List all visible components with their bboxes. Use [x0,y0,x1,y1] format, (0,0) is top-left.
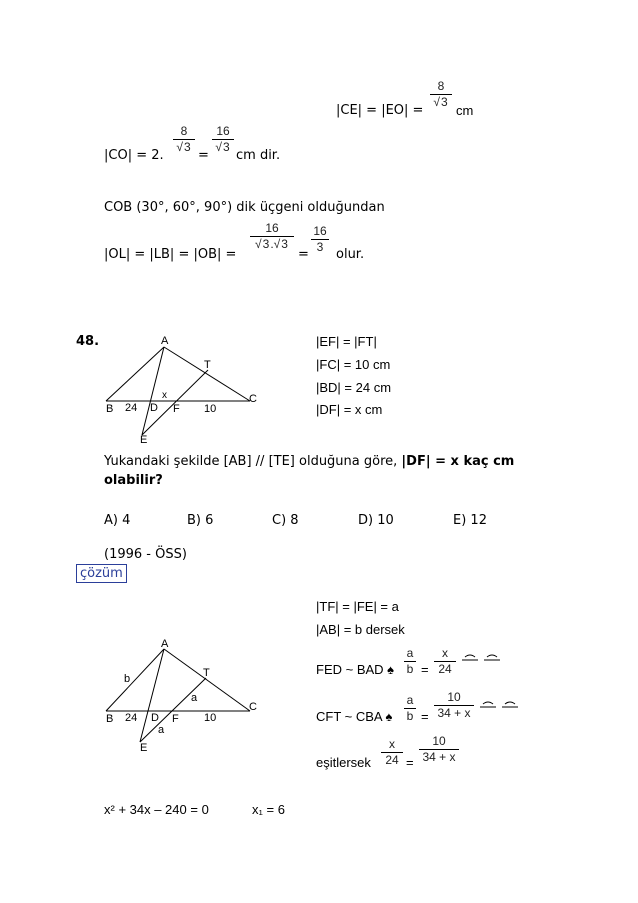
ce-eo-text: |CE| = |EO| = [336,103,424,118]
ol-text: |OL| = |LB| = |OB| = [104,247,237,262]
question-source: (1996 - ÖSS) [104,547,187,562]
fraction-numerator: 16 [216,124,230,138]
fraction-denominator: 3 [222,140,230,154]
esit-fraction-2 [419,735,459,764]
label-a: A [161,638,169,650]
ol-equals: = [298,247,309,262]
question-text-normal: Yukandaki şekilde [AB] // [TE] olduğuna göre, [104,454,398,469]
given-2: |FC| = 10 cm [316,357,391,372]
solution-line-1: |TF| = |FE| = a [316,599,399,614]
solution-badge: çözüm [76,564,127,583]
label-e: E [140,742,148,754]
cft-label-text: CFT ~ CBA [316,709,382,724]
angle-marks-icon [478,699,522,711]
multiply-dot: . [270,237,274,251]
option-b[interactable]: B) 6 [187,513,214,528]
fed-label-text: FED ~ BAD [316,662,384,677]
label-t: T [204,359,211,371]
question-text [104,454,514,470]
solution-figure [100,636,270,756]
fraction-numerator: 8 [180,124,188,138]
esit-fraction-1 [381,738,403,767]
label-f: F [172,713,179,725]
co-text: |CO| = 2. [104,148,164,163]
fraction-numerator: x [442,646,448,660]
ol-unit: olur. [336,247,365,262]
label-d: D [151,712,159,724]
label-e: E [140,434,148,445]
label-a: A [161,335,169,347]
spade-icon: ♠ [387,662,395,677]
label-c: C [249,393,257,405]
given-4: |DF| = x cm [316,402,383,417]
line-ae [142,347,164,435]
final-equation: x² + 34x – 240 = 0 [104,802,209,817]
label-d: D [150,402,158,414]
label-side-b: b [124,673,131,685]
fraction-numerator: 8 [437,79,445,93]
fraction-numerator: 16 [313,224,327,238]
co-fraction-2: 16 √3 [212,125,234,154]
cft-fraction-1 [404,694,416,723]
fraction-numerator: a [406,693,414,707]
fraction-denominator: 34 + x [422,750,456,764]
fed-label [316,662,394,678]
option-c[interactable]: C) 8 [272,513,299,528]
fraction-denominator: b [406,662,414,676]
label-bd: 24 [125,712,138,724]
fraction-numerator: x [389,737,395,751]
given-1: |EF| = |FT| [316,334,377,349]
ce-fraction: 8 √3 [430,80,452,109]
line-ac [164,649,250,711]
co-unit: cm dir. [236,148,281,163]
fraction-denominator: 24 [385,753,399,767]
esitlersek-label: eşitlersek [316,755,371,770]
label-b: B [106,403,114,415]
line-te [140,678,206,742]
angle-marks-icon [460,652,504,664]
fraction-denominator: 34 + x [437,706,471,720]
question-text-bold-2: olabilir? [104,473,163,488]
question-figure [100,330,270,445]
cft-equals: = [421,709,429,724]
option-a[interactable]: A) 4 [104,513,131,528]
question-number: 48. [76,334,100,349]
ol-fraction-1: 16 √3.√3 [250,222,294,251]
line-ba [106,347,164,401]
cft-label [316,709,392,725]
cft-fraction-2 [434,691,474,720]
co-equals: = [198,148,209,163]
fraction-numerator: a [406,646,414,660]
fraction-denominator: 3 [440,95,448,109]
fraction-denominator: b [406,709,414,723]
esit-equals: = [406,755,414,770]
fed-fraction-1 [404,647,416,676]
final-root: x₁ = 6 [252,802,285,817]
option-e[interactable]: E) 12 [453,513,487,528]
question-text-bold: |DF| = x kaç cm [401,454,515,469]
fed-equals: = [421,662,429,677]
label-side-a-top: a [191,692,198,704]
label-t: T [203,667,210,679]
ce-unit: cm [456,103,474,118]
fraction-denominator: 3 [183,140,191,154]
fed-fraction-2 [434,647,456,676]
option-d[interactable]: D) 10 [358,513,394,528]
fraction-denominator: 3 [262,237,270,251]
fraction-numerator: 10 [447,690,461,704]
spade-icon: ♠ [385,709,393,724]
label-x: x [162,390,167,401]
label-f: F [173,403,180,415]
line-ba [106,649,164,711]
given-3: |BD| = 24 cm [316,380,392,395]
label-bd: 24 [125,402,138,414]
fraction-numerator: 10 [432,734,446,748]
solution-line-2: |AB| = b dersek [316,622,405,637]
fraction-denominator: 24 [438,662,452,676]
label-c: C [249,701,257,713]
fraction-denominator-2: 3 [281,237,288,251]
label-side-a-bottom: a [158,724,165,736]
fraction-denominator: 3 [316,240,324,254]
ol-fraction-2 [311,225,329,254]
label-fc: 10 [204,403,217,415]
label-b: B [106,713,114,725]
label-fc: 10 [204,712,217,724]
co-fraction-1: 8 √3 [173,125,195,154]
fraction-numerator: 16 [265,221,279,235]
cob-text: COB (30°, 60°, 90°) dik üçgeni olduğundan [104,200,385,215]
line-ac [164,347,250,401]
